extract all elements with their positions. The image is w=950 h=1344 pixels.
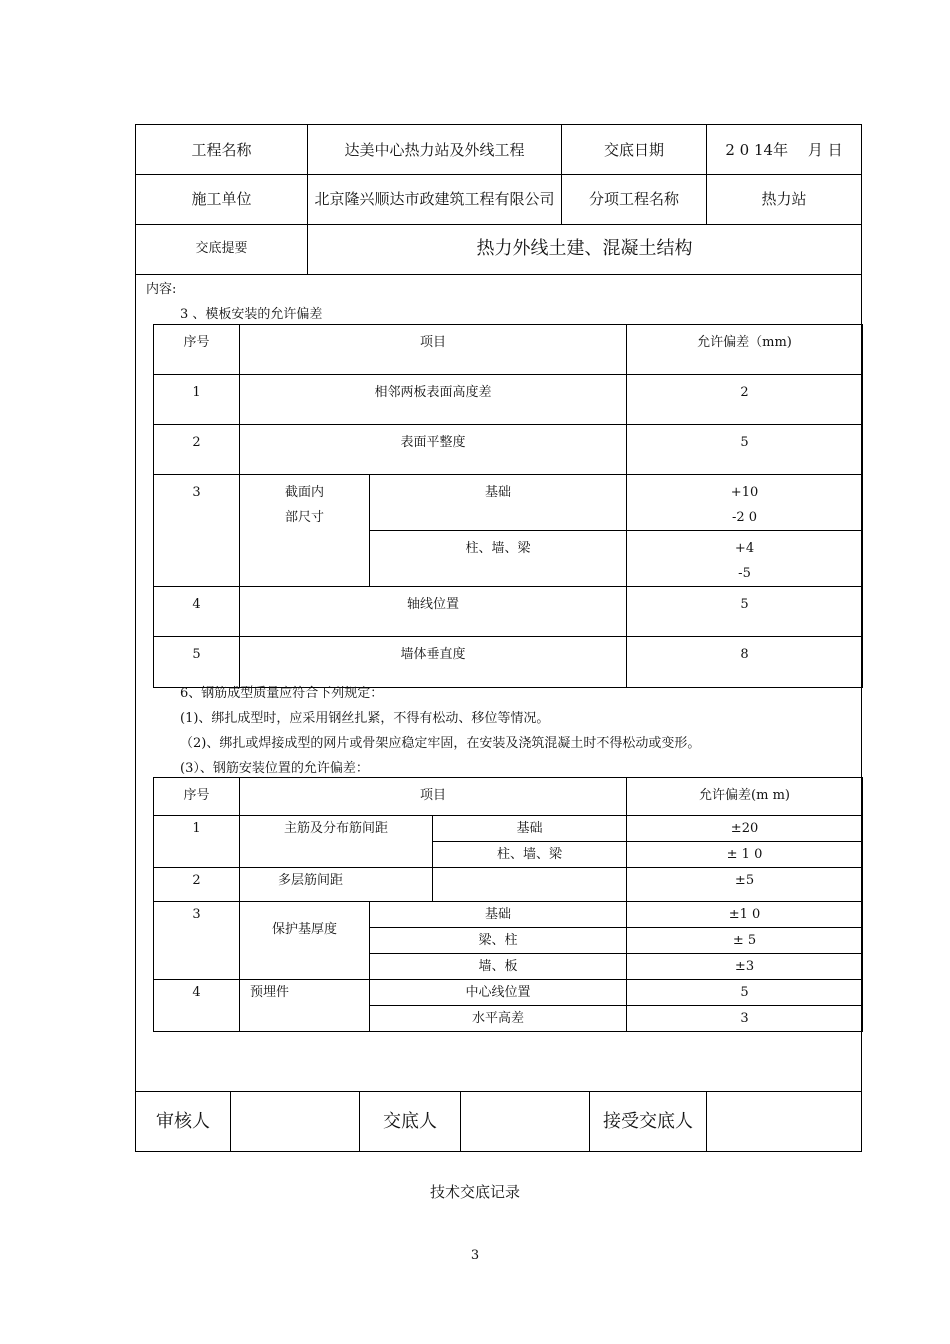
summary-value: 热力外线土建、混凝土结构	[476, 238, 693, 259]
table-row: 墙、板 ±3	[154, 954, 863, 980]
rebar-section-title: 6、钢筋成型质量应符合下列规定：	[180, 686, 384, 701]
receiver-signature-field[interactable]	[707, 1092, 861, 1152]
reviewer-label: 审核人	[136, 1092, 231, 1152]
unit-label: 施工单位	[136, 174, 308, 224]
table-row: 4 轴线位置 5	[154, 587, 863, 637]
discloser-label: 交底人	[360, 1092, 461, 1152]
table-header-row	[154, 325, 863, 375]
table-row: 5 墙体垂直度 8	[154, 637, 863, 688]
rebar-paragraph-1: (1)、绑扎成型时，应采用钢丝扎紧，不得有松动、移位等情况。	[180, 711, 550, 726]
discloser-signature-field[interactable]	[461, 1092, 590, 1152]
project-name-label: 工程名称	[136, 125, 308, 174]
signature-row	[136, 1091, 861, 1152]
disclosure-form	[135, 124, 862, 1152]
rebar-paragraph-3: (3）、钢筋安装位置的允许偏差：	[180, 761, 369, 776]
col-no: 序号	[154, 325, 240, 375]
header-row-1	[136, 125, 861, 175]
reviewer-signature-field[interactable]	[231, 1092, 360, 1152]
sub-project-label: 分项工程名称	[562, 174, 707, 224]
table-row: 水平高差 3	[154, 1006, 863, 1032]
formwork-section-title: 3 、模板安装的允许偏差	[180, 307, 323, 322]
sub-project-value: 热力站	[761, 190, 807, 208]
project-name-value: 达美中心热力站及外线工程	[308, 125, 562, 174]
summary-label: 交底提要	[136, 224, 308, 274]
header-row-3	[136, 224, 861, 275]
content-label: 内容:	[146, 282, 177, 297]
table-row: 2 多层筋间距 ±5	[154, 868, 863, 902]
page-number: 3	[470, 1248, 480, 1263]
table-row: 柱、墙、梁 +4 -5	[154, 531, 863, 587]
table-row: 梁、柱 ± 5	[154, 928, 863, 954]
table-row: 3 保护基厚度 基础 ±1 0	[154, 902, 863, 928]
header-row-2	[136, 174, 861, 225]
formwork-tolerance-table	[153, 324, 863, 688]
rebar-paragraph-2: （2)、绑扎或焊接成型的网片或骨架应稳定牢固，在安装及浇筑混凝土时不得松动或变形。	[180, 736, 701, 751]
rebar-tolerance-table	[153, 777, 863, 1032]
date-value: 2 0 14年 月 日	[725, 140, 843, 159]
table-row: 2 表面平整度 5	[154, 425, 863, 475]
table-row: 1 相邻两板表面高度差 2	[154, 375, 863, 425]
table-row: 3 截面内 部尺寸 基础 +10 -2 0	[154, 475, 863, 531]
section-dimension-group: 截面内 部尺寸	[240, 475, 370, 587]
table-header-row: 序号 项目 允许偏差(m m)	[154, 778, 863, 816]
table-row: 1 主筋及分布筋间距 基础 ±20	[154, 816, 863, 842]
table-row: 柱、墙、梁 ± 1 0	[154, 842, 863, 868]
col-item: 项目	[240, 325, 627, 375]
unit-value: 北京隆兴顺达市政建筑工程有限公司	[308, 174, 562, 224]
date-label: 交底日期	[562, 125, 707, 174]
col-tolerance: 允许偏差（mm)	[627, 325, 863, 375]
table-row: 4 预埋件 中心线位置 5	[154, 980, 863, 1006]
receiver-label: 接受交底人	[590, 1092, 707, 1152]
record-title: 技术交底记录	[429, 1183, 520, 1201]
